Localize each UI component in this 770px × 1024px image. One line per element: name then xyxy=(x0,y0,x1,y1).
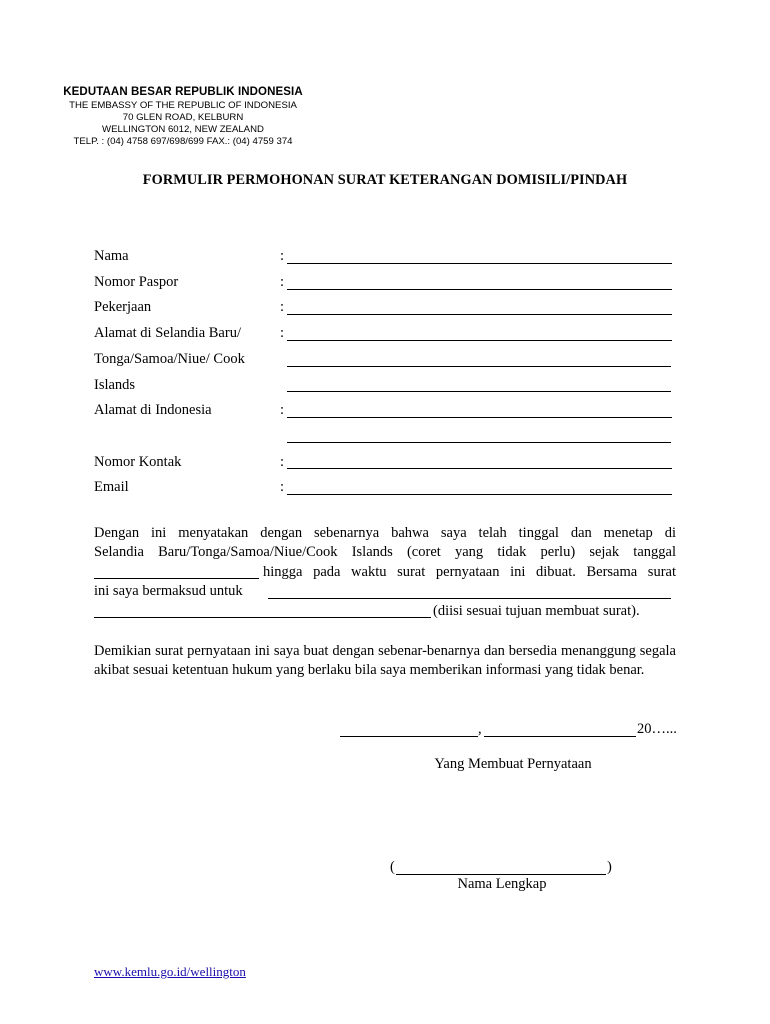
declaration-paragraph: Demikian surat pernyataan ini saya buat dengan sebenar-benarnya dan bersedia menanggung segala akibat sesuai ketentuan hukum yang berlaku bila saya memberikan informasi yang tidak benar. xyxy=(94,643,676,679)
since-date-field[interactable] xyxy=(94,578,259,579)
signature-field[interactable] xyxy=(396,874,606,875)
statement-line2: Selandia Baru/Tonga/Samoa/Niue/Cook Islands (coret yang tidak perlu) sejak tanggal xyxy=(94,544,676,560)
label-pekerjaan: Pekerjaan xyxy=(94,299,152,315)
year-text: 20…... xyxy=(637,721,677,737)
signer-caption: Yang Membuat Pernyataan xyxy=(434,756,592,772)
statement-line5: (diisi sesuai tujuan membuat surat). xyxy=(433,603,640,619)
email-field[interactable] xyxy=(287,494,672,495)
full-name-caption: Nama Lengkap xyxy=(457,876,547,892)
colon: : xyxy=(280,454,285,470)
colon: : xyxy=(280,402,285,418)
label-alamat-indonesia: Alamat di Indonesia xyxy=(94,402,212,418)
nama-field[interactable] xyxy=(287,263,672,264)
pekerjaan-field[interactable] xyxy=(287,314,672,315)
label-alamat-nz-line3: Islands xyxy=(94,377,136,393)
nomor-kontak-field[interactable] xyxy=(287,468,672,469)
colon: : xyxy=(280,248,285,264)
statement-line4: ini saya bermaksud untuk xyxy=(94,583,243,599)
embassy-phone-fax: TELP. : (04) 4758 697/698/699 FAX.: (04) 4759 374 xyxy=(73,136,293,147)
label-nomor-paspor: Nomor Paspor xyxy=(94,274,179,290)
alamat-nz-field-line2[interactable] xyxy=(287,366,671,367)
embassy-name-english: THE EMBASSY OF THE REPUBLIC OF INDONESIA xyxy=(69,100,297,111)
footer-website-link[interactable]: www.kemlu.go.id/wellington xyxy=(94,964,246,979)
statement-line3: hingga pada waktu surat pernyataan ini dibuat. Bersama surat xyxy=(263,564,676,580)
label-alamat-nz-line1: Alamat di Selandia Baru/ xyxy=(94,325,241,341)
embassy-street: 70 GLEN ROAD, KELBURN xyxy=(122,112,244,123)
date-field[interactable] xyxy=(484,736,636,737)
alamat-nz-field-line3[interactable] xyxy=(287,391,671,392)
purpose-field-line2[interactable] xyxy=(94,617,431,618)
form-title: FORMULIR PERMOHONAN SURAT KETERANGAN DOMISILI/PINDAH xyxy=(142,172,628,188)
alamat-nz-field-line1[interactable] xyxy=(287,340,672,341)
label-alamat-nz-line2: Tonga/Samoa/Niue/ Cook xyxy=(94,351,245,367)
label-nama: Nama xyxy=(94,248,129,264)
colon: : xyxy=(280,274,285,290)
label-nomor-kontak: Nomor Kontak xyxy=(94,454,182,470)
colon: : xyxy=(280,479,285,495)
place-field[interactable] xyxy=(340,736,478,737)
close-paren: ) xyxy=(607,859,612,875)
nomor-paspor-field[interactable] xyxy=(287,289,672,290)
embassy-name: KEDUTAAN BESAR REPUBLIK INDONESIA xyxy=(63,86,303,98)
statement-line1: Dengan ini menyatakan dengan sebenarnya bahwa saya telah tinggal dan menetap di xyxy=(94,525,676,541)
colon: : xyxy=(280,325,285,341)
label-email: Email xyxy=(94,479,129,495)
embassy-city: WELLINGTON 6012, NEW ZEALAND xyxy=(102,124,264,135)
open-paren: ( xyxy=(390,859,395,875)
alamat-indonesia-field-line1[interactable] xyxy=(287,417,672,418)
colon: : xyxy=(280,299,285,315)
date-comma: , xyxy=(478,721,482,737)
purpose-field-line1[interactable] xyxy=(268,598,671,599)
alamat-indonesia-field-line2[interactable] xyxy=(287,442,671,443)
